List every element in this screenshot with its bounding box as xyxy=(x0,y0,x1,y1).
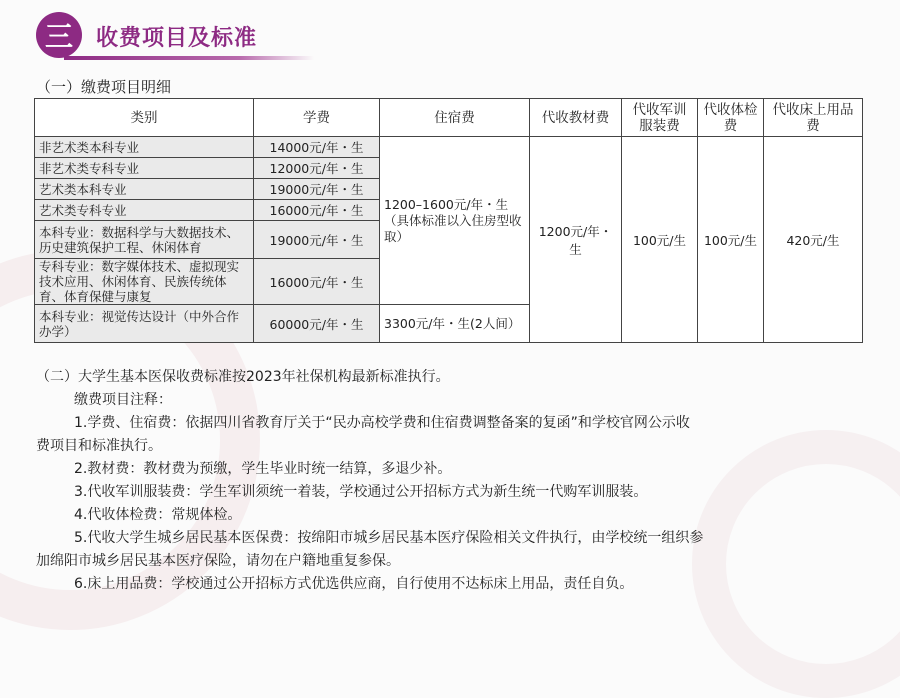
category-cell: 专科专业：数字媒体技术、虚拟现实技术应用、休闲体育、民族传统体育、体育保健与康复 xyxy=(35,259,254,305)
section-title: 收费项目及标准 xyxy=(96,26,258,51)
note-item: 4.代收体检费：常规体检。 xyxy=(74,507,242,523)
category-cell: 非艺术类本科专业 xyxy=(35,137,254,158)
tuition-cell: 19000元/年・生 xyxy=(254,221,380,259)
note-item-continued: 加绵阳市城乡居民基本医疗保险，请勿在户籍地重复参保。 xyxy=(36,553,400,569)
fee-table xyxy=(34,98,863,343)
title-underline xyxy=(64,56,314,60)
note-item: 6.床上用品费：学校通过公开招标方式优选供应商，自行使用不达标床上用品，责任自负。 xyxy=(74,576,634,592)
header-textbook: 代收教材费 xyxy=(530,99,622,137)
tuition-cell: 12000元/年・生 xyxy=(254,158,380,179)
dorm-fee-cell: 1200–1600元/年・生（具体标准以入住房型收取） xyxy=(380,137,530,305)
section-number-badge: 三 xyxy=(36,12,82,58)
header-dorm: 住宿费 xyxy=(380,99,530,137)
bedding-fee-cell: 420元/生 xyxy=(764,137,863,343)
table-header-row xyxy=(35,99,863,137)
header-category: 类别 xyxy=(35,99,254,137)
subsection-heading: （二）大学生基本医保收费标准按2023年社保机构最新标准执行。 xyxy=(36,369,450,385)
table-row xyxy=(35,137,863,158)
header-bedding: 代收床上用品费 xyxy=(764,99,863,137)
category-cell: 非艺术类专科专业 xyxy=(35,158,254,179)
category-cell: 艺术类本科专业 xyxy=(35,179,254,200)
notes-heading: 缴费项目注释： xyxy=(74,392,172,408)
physical-fee-cell: 100元/生 xyxy=(698,137,764,343)
textbook-fee-cell: 1200元/年・生 xyxy=(530,137,622,343)
section-header xyxy=(36,12,286,58)
category-cell: 艺术类专科专业 xyxy=(35,200,254,221)
subsection-heading: （一）缴费项目明细 xyxy=(36,78,172,96)
note-item-continued: 费项目和标准执行。 xyxy=(36,438,162,454)
tuition-cell: 19000元/年・生 xyxy=(254,179,380,200)
dorm-fee-cell: 3300元/年・生(2人间） xyxy=(380,305,530,343)
notes-section xyxy=(36,366,876,596)
tuition-cell: 60000元/年・生 xyxy=(254,305,380,343)
note-item: 3.代收军训服装费：学生军训须统一着装，学校通过公开招标方式为新生统一代购军训服装。 xyxy=(74,484,648,500)
note-item: 5.代收大学生城乡居民基本医保费：按绵阳市城乡居民基本医疗保险相关文件执行，由学校统一组织参 xyxy=(74,530,704,546)
note-item: 2.教材费：教材费为预缴，学生毕业时统一结算，多退少补。 xyxy=(74,461,452,477)
uniform-fee-cell: 100元/生 xyxy=(622,137,698,343)
note-item: 1.学费、住宿费：依据四川省教育厅关于“民办高校学费和住宿费调整备案的复函”和学校官网公示收 xyxy=(74,415,690,431)
category-cell: 本科专业：数据科学与大数据技术、历史建筑保护工程、休闲体育 xyxy=(35,221,254,259)
tuition-cell: 16000元/年・生 xyxy=(254,259,380,305)
tuition-cell: 14000元/年・生 xyxy=(254,137,380,158)
header-physical: 代收体检费 xyxy=(698,99,764,137)
category-cell: 本科专业：视觉传达设计（中外合作办学） xyxy=(35,305,254,343)
header-uniform: 代收军训服装费 xyxy=(622,99,698,137)
tuition-cell: 16000元/年・生 xyxy=(254,200,380,221)
header-tuition: 学费 xyxy=(254,99,380,137)
